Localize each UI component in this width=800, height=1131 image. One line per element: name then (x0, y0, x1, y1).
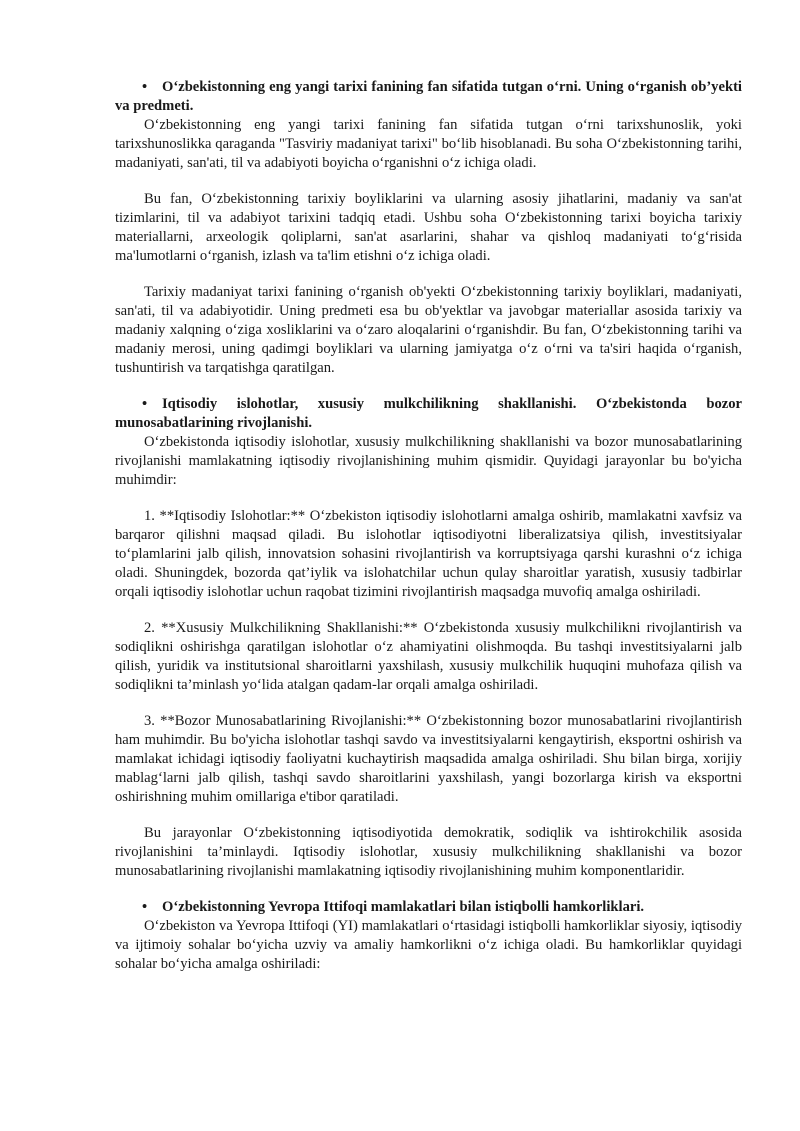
paragraph: Bu jarayonlar O‘zbekistonning iqtisodiyotida demokratik, sodiqlik va ishtirokchilik asosida rivojlanishini ta’minlaydi. Iqtisodiy islohotlar, xususiy mulkchilikning shakllanishi va bozor munosabatlarining rivojlanishi mamlakatning iqtisodiy rivojlanishining muhim komponentlaridir. (115, 825, 742, 879)
section-heading (115, 395, 742, 433)
paragraph: O‘zbekiston va Yevropa Ittifoqi (YI) mamlakatlari o‘rtasidagi istiqbolli hamkorliklar siyosiy, iqtisodiy va ijtimoiy sohalar bo‘yicha uzviy va amaliy hamkorlikni o‘z ichiga oladi. Bu hamkorliklar quyidagi sohalar bo‘yicha amalga oshiriladi: (115, 918, 742, 972)
section-heading (115, 78, 742, 116)
section-heading (115, 898, 742, 917)
paragraph: 3. **Bozor Munosabatlarining Rivojlanishi:** O‘zbekistonning bozor munosabatlarini rivojlantirish ham muhimdir. Bu bo'yicha islohotlar tashqi savdo va investitsiyalarni kengaytirish, eksportni oshirish va mamlakat ichidagi iqtisodiy faoliyatni kuchaytirish maqsadida amalga oshiriladi. Shu bilan birga, xorijiy mablag‘larni jalb qilish, tashqi savdo sharoitlarini yaxshilash, yangi bozorlarga kirish va eksportni oshirishning muhim omillariga e'tibor qaratiladi. (115, 713, 742, 805)
paragraph: Tarixiy madaniyat tarixi fanining o‘rganish ob'yekti O‘zbekistonning tarixiy boyliklari, madaniyati, san'ati, til va adabiyotidir. Uning predmeti esa bu ob'yektlar va javobgar materiallar asosida tarixiy va madaniy xalqning o‘ziga xosliklarini va o‘zaro aloqalarini o‘rganishdir. Bu fan, O‘zbekistonning tarihi va madaniy merosi, uning qadimgi boyliklari va ularning jamiyatga o‘z o‘rni va ta'siri haqida o‘rganish, tushuntirish va tarqatishga qaratilgan. (115, 284, 742, 376)
paragraph: O‘zbekistonning eng yangi tarixi fanining fan sifatida tutgan o‘rni tarixshunoslik, yoki tarixshunoslikka qaraganda "Tasviriy madaniyat tarixi" bo‘lib hisoblanadi. Bu soha O‘zbekistonning tarihi, madaniyati, san'ati, til va adabiyoti boyicha o‘rganishni o‘z ichiga oladi. (115, 117, 742, 171)
section-heading-text: O‘zbekistonning Yevropa Ittifoqi mamlakatlari bilan istiqbolli hamkorliklari. (162, 899, 645, 915)
paragraph: 1. **Iqtisodiy Islohotlar:** O‘zbekiston iqtisodiy islohotlarni amalga oshirib, mamlakatni xavfsiz va barqaror qilishni maqsad qiladi. Bu islohotlar iqtisodiyotni liberalizatsiya qilish, investitsiyalar to‘plamlarini jalb qilish, innovatsion sohasini rivojlantirish va korruptsiyaga qarshi kurashni o‘z ichiga oladi. Shuningdek, bozorda qat’iylik va islohatchilar uchun qulay sharoitlar yaratish, xususiy tadbirlar orqali iqtisodiy islohotlar uchun raqobat tizimini rivojlantirish maqsadga muvofiq amalga oshiriladi. (115, 508, 742, 600)
section-heading-text: Iqtisodiy islohotlar, xususiy mulkchilikning shakllanishi. O‘zbekistonda bozor munosabatlarining rivojlanishi. (115, 396, 742, 431)
paragraph: 2. **Xususiy Mulkchilikning Shakllanishi:** O‘zbekistonda xususiy mulkchilikni rivojlantirish va sodiqlikni oshirishga qaratilgan islohotlar o‘z ahamiyatini olishmoqda. Bu tashqi investitsiyalarni jalb qilish, yuridik va institutsional sharoitlarni yaxshilash, xususiy mulkchilik huquqini muhofaza qilish va sodiqlikni ta’minlash yo‘lida atalgan qadam-lar orqali amalga oshiriladi. (115, 620, 742, 693)
bullet-icon: • (142, 899, 148, 915)
paragraph: Bu fan, O‘zbekistonning tarixiy boyliklarini va ularning asosiy jihatlarini, madaniy va san'at tizimlarini, til va adabiyot tarixini tadqiq etadi. Ushbu soha O‘zbekistonning tarixi boyicha tarixiy materiallarni, arxeologik qoliplarni, san'at asarlarini, shahar va qishloq madaniyati to‘g‘risida ma'lumotlarni o‘rganish, izlash va ta'lim etishni o‘z ichiga oladi. (115, 191, 742, 264)
bullet-icon: • (142, 396, 148, 412)
paragraph: O‘zbekistonda iqtisodiy islohotlar, xususiy mulkchilikning shakllanishi va bozor munosabatlarining rivojlanishi mamlakatning iqtisodiy rivojlanishining muhim qismidir. Quyidagi jarayonlar bu bo'yicha muhimdir: (115, 434, 742, 488)
bullet-icon: • (142, 79, 148, 95)
section-heading-text: O‘zbekistonning eng yangi tarixi fanining fan sifatida tutgan o‘rni. Uning o‘rganish ob’yekti va predmeti. (115, 79, 742, 114)
